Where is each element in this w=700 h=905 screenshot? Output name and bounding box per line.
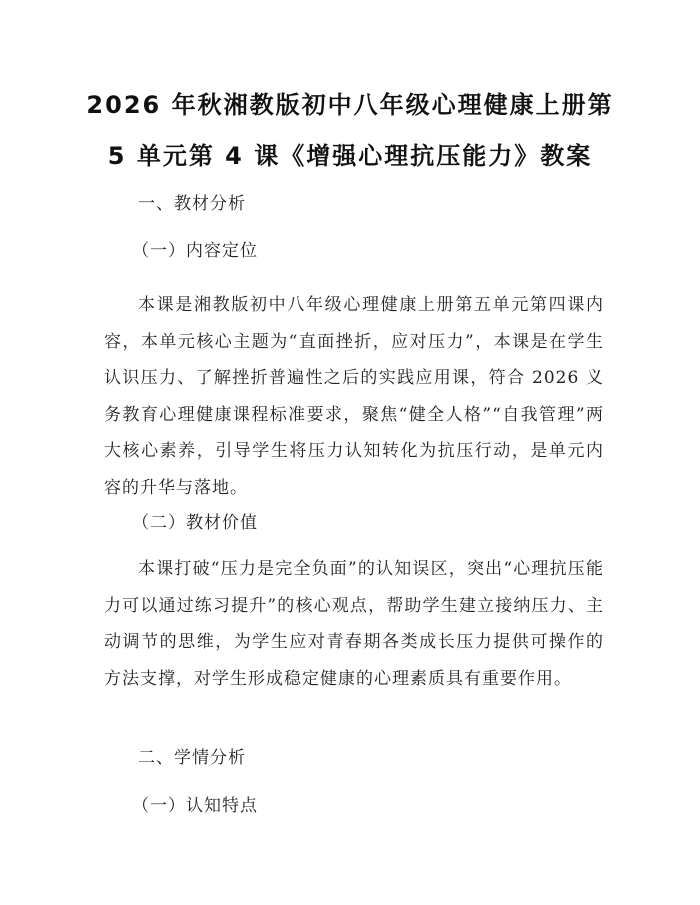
section-heading-textbook-analysis: 一、教材分析	[138, 194, 246, 214]
document-title-line-2: 5 单元第 4 课《增强心理抗压能力》教案	[107, 142, 593, 170]
document-title-line-1: 2026 年秋湘教版初中八年级心理健康上册第	[86, 91, 614, 119]
paragraph-content-positioning: 本课是湘教版初中八年级心理健康上册第五单元第四课内容，本单元核心主题为“直面挫折，应对压力”，本课是在学生认识压力、了解挫折普遍性之后的实践应用课，符合 2026 义务教育心理健康课程标准要求，聚焦“健全人格”“自我管理”两大核心素养，引导学生将压力认知转化为抗压行动，是单元内容的升华与落地。	[104, 295, 604, 498]
subsection-heading-content-positioning: （一）内容定位	[132, 241, 258, 261]
subsection-heading-textbook-value: （二）教材价值	[132, 513, 258, 533]
subsection-heading-cognitive-traits: （一）认知特点	[132, 796, 258, 816]
section-heading-learner-analysis: 二、学情分析	[138, 748, 246, 768]
paragraph-textbook-value: 本课打破“压力是完全负面”的认知误区，突出“心理抗压能力可以通过练习提升”的核心观点，帮助学生建立接纳压力、主动调节的思维，为学生应对青春期各类成长压力提供可操作的方法支撑，对学生形成稳定健康的心理素质具有重要作用。	[104, 559, 604, 689]
